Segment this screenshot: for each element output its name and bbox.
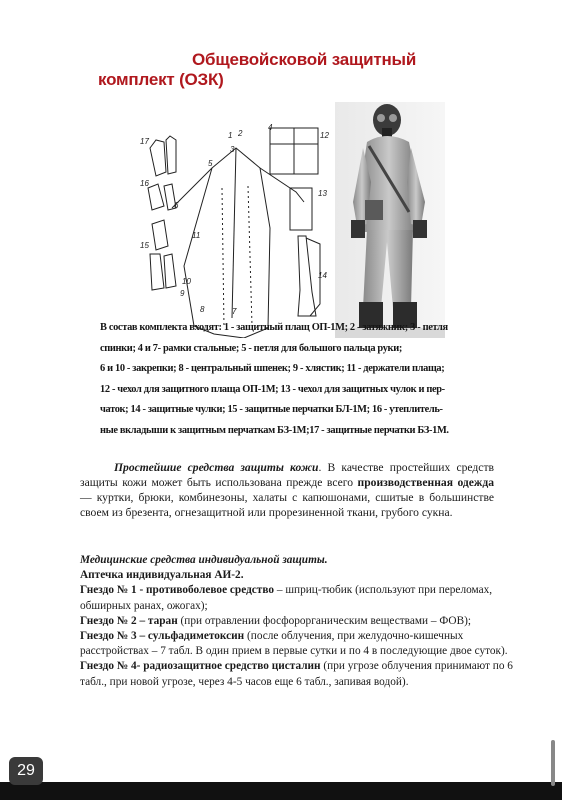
- svg-text:3: 3: [230, 145, 235, 154]
- svg-text:10: 10: [182, 277, 191, 286]
- medical-item: [80, 583, 526, 613]
- medical-item-label: Гнездо № 3 – сульфадиметоксин: [80, 630, 245, 643]
- scrollbar-thumb[interactable]: [551, 740, 555, 786]
- medical-item: [80, 629, 526, 659]
- svg-text:9: 9: [180, 289, 185, 298]
- caption-line: ные вкладыши к защитным перчаткам БЗ-1М;17 - защитные перчатки БЗ-1М.: [100, 424, 449, 436]
- skin-protection-bold: производственная одежда: [357, 476, 495, 489]
- medical-item-text: (при угрозе облучения принимают по 6 табл., при новой угрозе, через 4-5 часов еще 6 табл., запивая водой).: [80, 660, 513, 688]
- svg-text:5: 5: [208, 159, 213, 168]
- page-title: [98, 50, 438, 90]
- svg-text:12: 12: [320, 131, 329, 140]
- svg-text:17: 17: [140, 137, 149, 146]
- viewer-bottom-bar: [0, 782, 562, 800]
- medical-item-text: (при отравлении фосфорорганическим веществами – ФОВ);: [177, 614, 472, 627]
- kit-components-drawing: [130, 108, 330, 338]
- skin-protection-text-1: . В качестве простейших средств защиты кожи может быть использована прежде всего: [80, 461, 494, 489]
- medical-item: [80, 659, 526, 689]
- svg-text:16: 16: [140, 179, 149, 188]
- medical-item-text: – шприц-тюбик (используют при переломах, обширных ранах, ожогах);: [80, 584, 493, 612]
- figure-caption: [100, 318, 480, 441]
- svg-text:7: 7: [232, 307, 237, 316]
- caption-line: 6 и 10 - закрепки; 8 - центральный шпенек; 9 - хлястик; 11 - держатели плаща;: [100, 363, 445, 374]
- svg-text:1: 1: [228, 131, 233, 140]
- medical-subheading: Аптечка индивидуальная АИ-2.: [80, 569, 244, 582]
- medical-item-label: Гнездо № 1 - противоболевое средство: [80, 584, 275, 597]
- title-line-1: Общевойсковой защитный: [192, 50, 417, 69]
- page-number-badge[interactable]: 29: [9, 757, 43, 785]
- medical-section: [80, 553, 526, 690]
- caption-line: спинки; 4 и 7- рамки стальные; 5 - петля для большого пальца руки;: [100, 342, 402, 354]
- svg-text:4: 4: [268, 123, 273, 132]
- svg-text:14: 14: [318, 271, 327, 280]
- skin-protection-text-2: — куртки, брюки, комбинезоны, халаты с капюшонами, сшитые в большинстве своем из брезента, огнезащитной или прорезиненной ткани, грубого сукна.: [80, 491, 494, 519]
- svg-text:15: 15: [140, 241, 149, 250]
- caption-line: 12 - чехол для защитного плаща ОП-1М; 13 - чехол для защитных чулок и пер-: [100, 383, 445, 395]
- medical-item-label: Гнездо № 4- радиозащитное средство цисталин: [80, 660, 321, 673]
- viewer-top-bar: [0, 0, 562, 32]
- skin-protection-paragraph: [80, 460, 494, 520]
- svg-text:13: 13: [318, 189, 327, 198]
- caption-line: чаток; 14 - защитные чулки; 15 - защитные перчатки БЛ-1М; 16 - утеплитель-: [100, 404, 443, 415]
- medical-item-text: (после облучения, при желудочно-кишечных расстройствах – 7 табл. В один прием в первые сутки и по 4 в последующие двое суток).: [80, 630, 508, 658]
- skin-protection-lead: Простейшие средства защиты кожи: [114, 461, 319, 474]
- soldier-in-protective-suit-photo: [335, 102, 445, 338]
- svg-text:11: 11: [192, 231, 201, 240]
- medical-item: [80, 614, 526, 629]
- svg-text:2: 2: [238, 129, 243, 138]
- medical-item-label: Гнездо № 2 – таран: [80, 614, 178, 627]
- caption-line: В состав комплекта входят: 1 - защитный плащ ОП-1М; 2 - затяжник; 3 - петля: [100, 322, 448, 333]
- svg-text:6: 6: [174, 201, 179, 210]
- svg-text:8: 8: [200, 305, 205, 314]
- medical-heading: Медицинские средства индивидуальной защиты.: [80, 554, 328, 566]
- title-line-2: комплект (ОЗК): [98, 70, 224, 89]
